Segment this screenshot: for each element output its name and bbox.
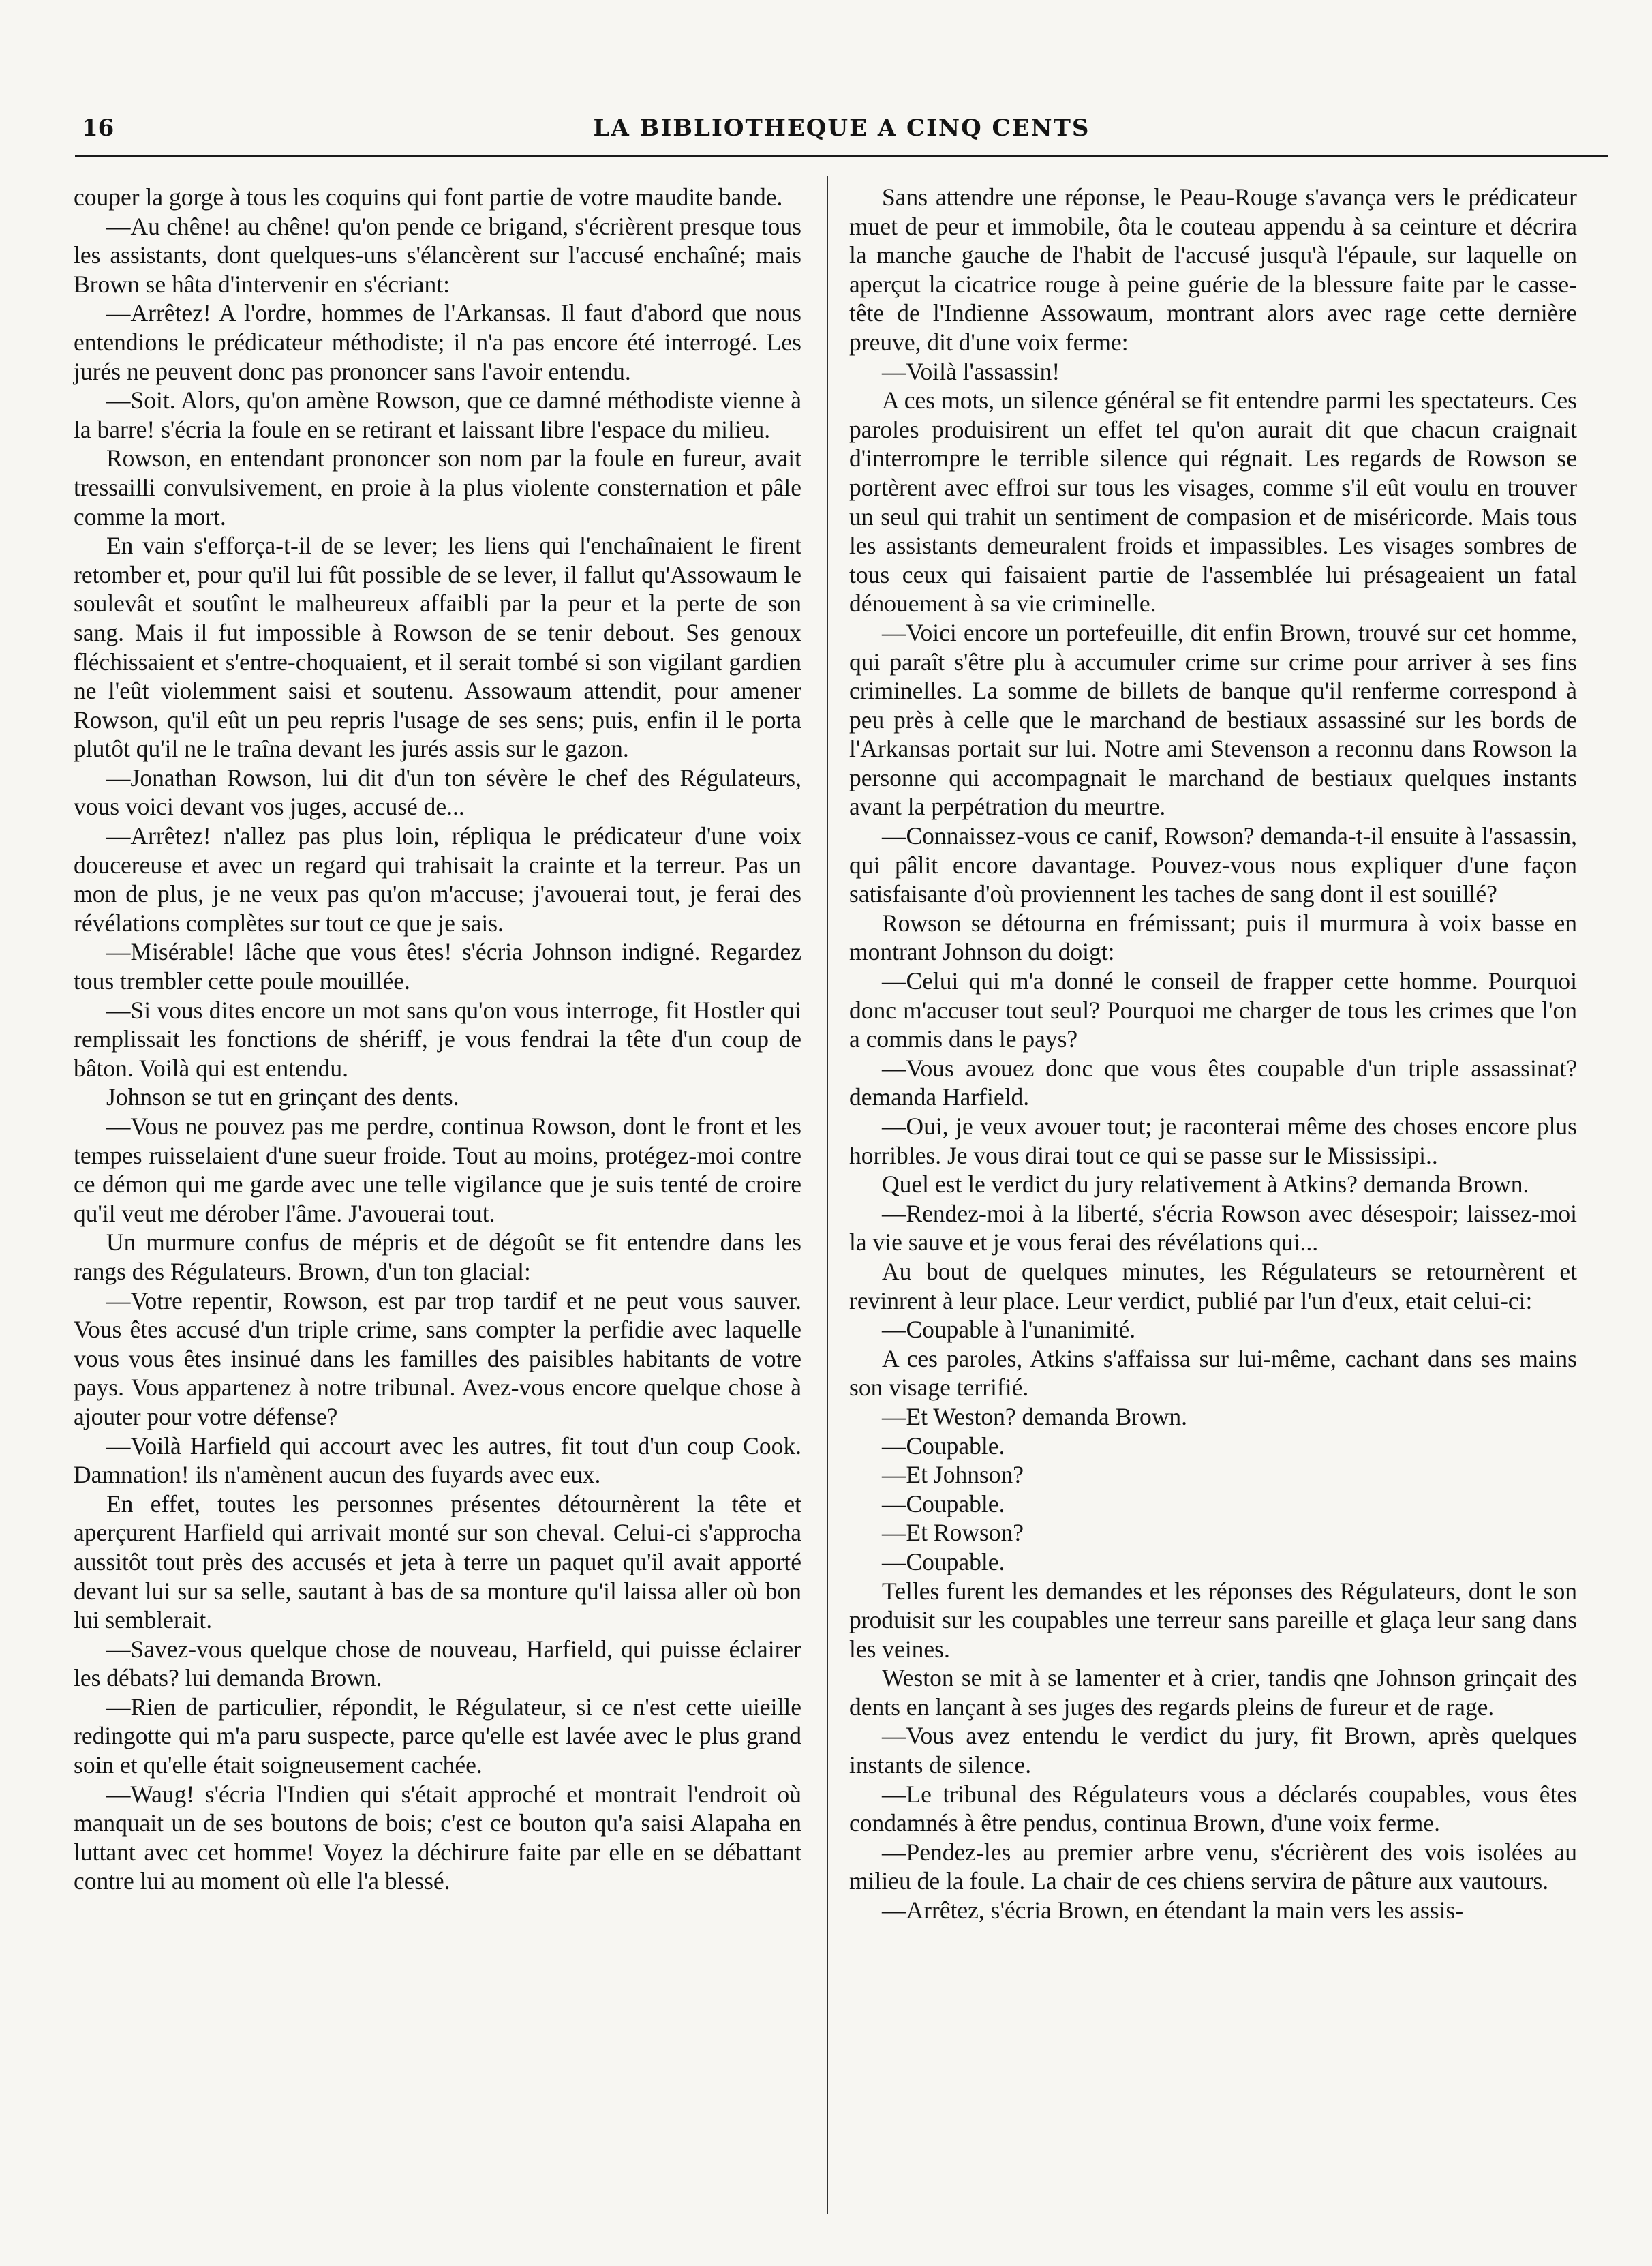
paragraph: —Et Rowson? xyxy=(882,1519,1024,1547)
right-column xyxy=(849,183,1577,1925)
paragraph: —Connaissez-vous ce canif, Rowson? demanda-t-il ensuite à l'assassin, qui pâlit encore davantage. Pouvez-vous nous expliquer d'une façon satisfaisante d'où proviennent les taches de sang dont il est souillé? xyxy=(849,822,1577,908)
paragraph: En effet, toutes les personnes présentes détournèrent la tête et aperçurent Harfield qui arrivait monté sur son cheval. Celui-ci s'approcha aussitôt tout près des accusés et jeta à terre un paquet qu'il avait apporté devant lui sur sa selle, sautant à bas de sa monture qu'il laissa aller où bon lui semblerait. xyxy=(74,1490,801,1634)
paragraph: —Vous avez entendu le verdict du jury, fit Brown, après quelques instants de silence. xyxy=(849,1722,1577,1779)
paragraph: —Waug! s'écria l'Indien qui s'était approché et montrait l'endroit où manquait un de ses boutons de bois; c'est ce bouton qu'a saisi Alapaha en luttant avec cet homme! Voyez la déchirure faite par elle en se débattant contre lui au moment où elle l'a blessé. xyxy=(74,1780,801,1895)
paragraph: Un murmure confus de mépris et de dégoût se fit entendre dans les rangs des Régulateurs. Brown, d'un ton glacial: xyxy=(74,1228,801,1285)
paragraph: Johnson se tut en grinçant des dents. xyxy=(106,1083,459,1111)
paragraph: —Et Johnson? xyxy=(882,1461,1024,1489)
paragraph: Au bout de quelques minutes, les Régulateurs se retournèrent et revinrent à leur place. Leur verdict, publié par l'un d'eux, etait celui-ci: xyxy=(849,1257,1577,1314)
paragraph: A ces mots, un silence général se fit entendre parmi les spectateurs. Ces paroles produisirent un effet tel qu'on aurait dit que chacun craignait d'interrompre le terrible silence qui régnait. Les regards de Rowson se portèrent avec effroi sur tous les visages, comme s'il eût voulu en trouver un seul qui trahit un sentiment de compasion et de miséricorde. Mais tous les assistants demeuralent froids et impassibles. Les visages sombres de tous ceux qui faisaient partie de l'assemblée lui présageaient un fatal dénouement à sa vie criminelle. xyxy=(849,387,1577,618)
paragraph: —Et Weston? demanda Brown. xyxy=(882,1402,1188,1430)
paragraph: Weston se mit à se lamenter et à crier, tandis qne Johnson grinçait des dents en lançant à ses juges des regards pleins de fureur et de rage. xyxy=(849,1664,1577,1721)
paragraph: Sans attendre une réponse, le Peau-Rouge s'avança vers le prédicateur muet de peur et immobile, ôta le couteau appendu à sa ceinture et décrira la manche gauche de l'habit de l'accusé jusqu'à l'épaule, sur laquelle on aperçut la cicatrice rouge à peine guérie de la blessure faite par le casse-tête de l'Indienne Assowaum, montrant alors avec rage cette dernière preuve, dit d'une voix ferme: xyxy=(849,183,1577,356)
paragraph: —Au chêne! au chêne! qu'on pende ce brigand, s'écrièrent presque tous les assistants, dont quelques-uns s'élancèrent sur l'accusé enchaîné; mais Brown se hâta d'intervenir en s'écriant: xyxy=(74,212,801,298)
paragraph: —Coupable. xyxy=(882,1547,1005,1575)
paragraph: —Coupable. xyxy=(882,1490,1005,1517)
paragraph: Rowson, en entendant prononcer son nom par la foule en fureur, avait tressailli convulsivement, en proie à la plus violente consternation et pâle comme la mort. xyxy=(74,444,801,530)
paragraph: —Voilà Harfield qui accourt avec les autres, fit tout d'un coup Cook. Damnation! ils n'amènent aucun des fuyards avec eux. xyxy=(74,1432,801,1489)
paragraph: —Coupable à l'unanimité. xyxy=(882,1316,1136,1344)
paragraph: —Vous avouez donc que vous êtes coupable d'un triple assassinat? demanda Harfield. xyxy=(849,1054,1577,1111)
paragraph: —Arrêtez! A l'ordre, hommes de l'Arkansas. Il faut d'abord que nous entendions le prédicateur méthodiste; il n'a pas encore été interrogé. Les jurés ne peuvent donc pas prononcer sans l'avoir entendu. xyxy=(74,299,801,385)
page-number: 16 xyxy=(82,115,114,142)
paragraph: —Coupable. xyxy=(882,1432,1005,1460)
paragraph: —Le tribunal des Régulateurs vous a déclarés coupables, vous êtes condamnés à être pendus, continua Brown, d'une voix ferme. xyxy=(849,1780,1577,1837)
paragraph: —Pendez-les au premier arbre venu, s'écrièrent des vois isolées au milieu de la foule. La chair de ces chiens servira de pâture aux vautours. xyxy=(849,1838,1577,1895)
page-header xyxy=(82,115,1602,153)
paragraph: —Rien de particulier, répondit, le Régulateur, si ce n'est cette uieille redingotte qui m'a paru suspecte, parce qu'elle est lavée avec le plus grand soin et qu'elle était soigneusement cachée. xyxy=(74,1693,801,1779)
paragraph: —Votre repentir, Rowson, est par trop tardif et ne peut vous sauver. Vous êtes accusé d'un triple crime, sans compter la perfidie avec laquelle vous vous êtes insinué dans les familles des paisibles habitants de votre pays. Vous appartenez à notre tribunal. Avez-vous encore quelque chose à ajouter pour votre défense? xyxy=(74,1286,801,1430)
header-rule xyxy=(75,155,1608,157)
column-divider xyxy=(827,176,828,2214)
paragraph: Quel est le verdict du jury relativement à Atkins? demanda Brown. xyxy=(882,1170,1529,1198)
paragraph: —Arrêtez, s'écria Brown, en étendant la main vers les assis- xyxy=(882,1897,1464,1924)
paragraph: —Rendez-moi à la liberté, s'écria Rowson avec désespoir; laissez-moi la vie sauve et je vous ferai des révélations qui... xyxy=(849,1199,1577,1256)
paragraph: —Savez-vous quelque chose de nouveau, Harfield, qui puisse éclairer les débats? lui demanda Brown. xyxy=(74,1635,801,1692)
paragraph: —Soit. Alors, qu'on amène Rowson, que ce damné méthodiste vienne à la barre! s'écria la foule en se retirant et laissant libre l'espace du milieu. xyxy=(74,387,801,443)
paragraph: —Celui qui m'a donné le conseil de frapper cette homme. Pourquoi donc m'accuser tout seul? Pourquoi me charger de tous les crimes que l'on a commis dans le pays? xyxy=(849,967,1577,1053)
paragraph: couper la gorge à tous les coquins qui font partie de votre maudite bande. xyxy=(74,183,783,211)
paragraph: —Oui, je veux avouer tout; je raconterai même des choses encore plus horribles. Je vous dirai tout ce qui se passe sur le Mississipi.. xyxy=(849,1113,1577,1169)
paragraph: —Vous ne pouvez pas me perdre, continua Rowson, dont le front et les tempes ruisselaient d'une sueur froide. Tout au moins, protégez-moi contre ce démon qui me garde avec une telle vigilance que je suis tenté de croire qu'il veut me dérober l'âme. J'avouerai tout. xyxy=(74,1113,801,1227)
paragraph: En vain s'efforça-t-il de se lever; les liens qui l'enchaînaient le firent retomber et, pour qu'il lui fût possible de se lever, il fallut qu'Assowaum le soulevât et soutînt le malheureux affaibli par la peur et la perte de son sang. Mais il fut impossible à Rowson de se tenir debout. Ses genoux fléchissaient et s'entre-choquaient, et il serait tombé si son vigilant gardien ne l'eût violemment saisi et soutenu. Assowaum attendit, pour amener Rowson, qu'il eût un peu repris l'usage de ses sens; puis, enfin il le porta plutôt qu'il ne le traîna devant les jurés assis sur le gazon. xyxy=(74,532,801,763)
paragraph: —Misérable! lâche que vous êtes! s'écria Johnson indigné. Regardez tous trembler cette poule mouillée. xyxy=(74,938,801,995)
paragraph: —Voici encore un portefeuille, dit enfin Brown, trouvé sur cet homme, qui paraît s'être plu à accumuler crime sur crime pour arriver à ses fins criminelles. La somme de billets de banque qu'il renferme correspond à peu près à celle que le marchand de bestiaux assassiné sur les bords de l'Arkansas portait sur lui. Notre ami Stevenson a reconnu dans Rowson la personne qui accompagnait le marchand de bestiaux quelques instants avant la perpétration du meurtre. xyxy=(849,618,1577,821)
paragraph: —Voilà l'assassin! xyxy=(882,357,1060,385)
paragraph: —Jonathan Rowson, lui dit d'un ton sévère le chef des Régulateurs, vous voici devant vos juges, accusé de... xyxy=(74,764,801,821)
running-head: LA BIBLIOTHEQUE A CINQ CENTS xyxy=(593,115,1090,142)
paragraph: Rowson se détourna en frémissant; puis il murmura à voix basse en montrant Johnson du doigt: xyxy=(849,909,1577,966)
left-column xyxy=(74,183,801,1896)
paragraph: Telles furent les demandes et les réponses des Régulateurs, dont le son produisit sur les coupables une terreur sans pareille et glaça leur sang dans les veines. xyxy=(849,1577,1577,1663)
paragraph: —Si vous dites encore un mot sans qu'on vous interroge, fit Hostler qui remplissait les fonctions de shériff, je vous fendrai la tête d'un coup de bâton. Voilà qui est entendu. xyxy=(74,996,801,1082)
paragraph: —Arrêtez! n'allez pas plus loin, répliqua le prédicateur d'une voix doucereuse et avec un regard qui trahisait la crainte et la terreur. Pas un mon de plus, je ne veux pas qu'on m'accuse; j'avouerai tout, je ferai des révélations complètes sur tout ce que je sais. xyxy=(74,822,801,937)
paragraph: A ces paroles, Atkins s'affaissa sur lui-même, cachant dans ses mains son visage terrifié. xyxy=(849,1344,1577,1402)
